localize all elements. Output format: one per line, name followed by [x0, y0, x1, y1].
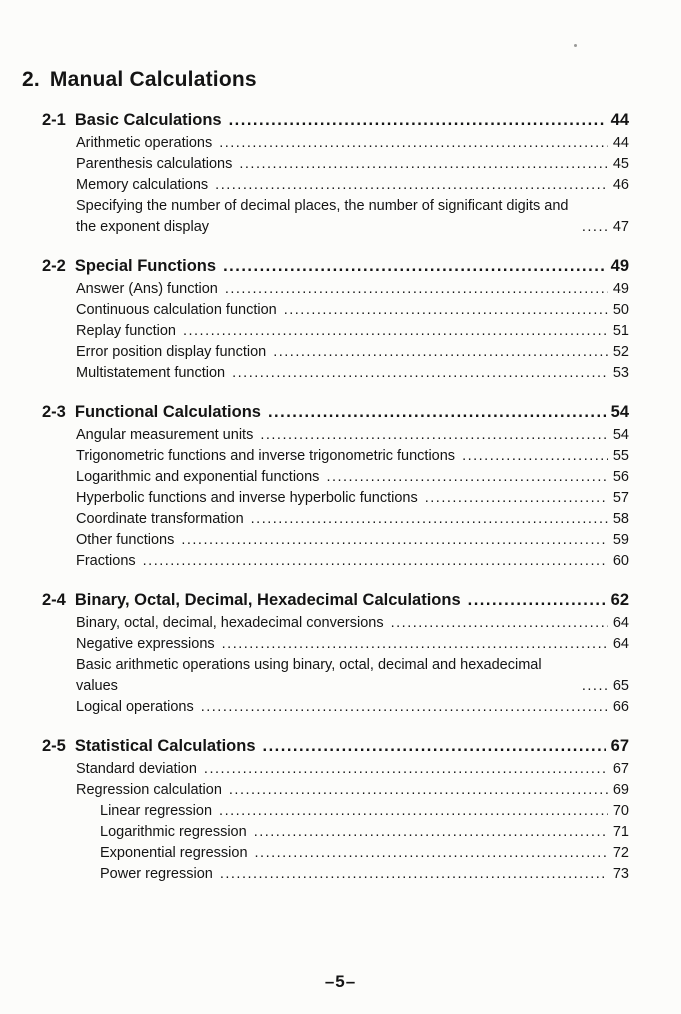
section-page-number: 54	[610, 403, 629, 421]
toc-entry-page: 46	[612, 177, 629, 193]
leader-dots	[254, 822, 608, 843]
leader-dots	[219, 801, 608, 822]
toc-entry-page: 54	[612, 427, 629, 443]
leader-dots	[215, 175, 608, 196]
leader-dots	[232, 363, 608, 384]
toc-entry-page: 50	[612, 302, 629, 318]
toc-entry-page: 52	[612, 344, 629, 360]
leader-dots	[183, 321, 608, 342]
toc-entry	[76, 321, 629, 342]
section-page-number: 67	[610, 737, 629, 755]
leader-dots	[229, 107, 606, 133]
toc-entry-page: 65	[612, 678, 629, 694]
section-number: 2-2	[42, 257, 66, 275]
toc-entry	[76, 759, 629, 780]
section-number: 2-3	[42, 403, 66, 421]
toc-entry-title: Arithmetic operations	[76, 135, 213, 151]
chapter-heading	[22, 68, 629, 92]
toc-entry	[76, 697, 629, 718]
section-title: Functional Calculations	[74, 403, 261, 421]
toc-entry	[100, 864, 629, 885]
toc-entry	[76, 634, 629, 655]
toc-entry	[76, 363, 629, 384]
toc-section-heading	[42, 399, 629, 425]
leader-dots	[326, 467, 607, 488]
section-page-number: 44	[610, 111, 629, 129]
toc-entry-title: Other functions	[76, 532, 175, 548]
toc-entry-page: 45	[612, 156, 629, 172]
toc-entry-page: 71	[612, 824, 629, 840]
toc-entry-title: Basic arithmetic operations using binary, octal, decimal and hexadecimal values	[76, 657, 542, 694]
toc-entry	[76, 467, 629, 488]
toc-entry-title: Replay function	[76, 323, 176, 339]
chapter-title: Manual Calculations	[49, 68, 257, 91]
toc-entry-page: 66	[612, 699, 629, 715]
toc-entry-title: Power regression	[100, 866, 213, 882]
leader-dots	[425, 488, 608, 509]
toc-entry	[76, 655, 629, 697]
toc-entry-page: 72	[612, 845, 629, 861]
toc-entry	[100, 843, 629, 864]
toc-entry-page: 58	[612, 511, 629, 527]
leader-dots	[462, 446, 608, 467]
toc-entry-title: Specifying the number of decimal places, the number of significant digits and the exponent display	[76, 198, 569, 235]
toc-entry-page: 64	[612, 615, 629, 631]
toc-entry	[100, 822, 629, 843]
page-number-footer	[0, 972, 681, 992]
toc-entry-title: Angular measurement units	[76, 427, 254, 443]
toc-entry-page: 51	[612, 323, 629, 339]
toc-section-heading	[42, 587, 629, 613]
toc-entry-page: 70	[612, 803, 629, 819]
toc-entry	[76, 613, 629, 634]
section-page-number: 49	[610, 257, 629, 275]
leader-dots	[204, 759, 608, 780]
toc-entry-title: Multistatement function	[76, 365, 226, 381]
leader-dots	[582, 676, 608, 697]
section-title: Basic Calculations	[74, 111, 222, 129]
toc-entry-title: Negative expressions	[76, 636, 215, 652]
toc-entry	[76, 279, 629, 300]
leader-dots	[468, 587, 606, 613]
toc-entry	[100, 801, 629, 822]
leader-dots	[143, 551, 608, 572]
toc-entry	[76, 154, 629, 175]
toc-entry-title: Linear regression	[100, 803, 213, 819]
page-number: –5–	[324, 972, 357, 991]
leader-dots	[181, 530, 608, 551]
leader-dots	[284, 300, 608, 321]
toc-entry-title: Error position display function	[76, 344, 267, 360]
leader-dots	[220, 864, 608, 885]
toc-entry-title: Logarithmic and exponential functions	[76, 469, 320, 485]
leader-dots	[223, 253, 606, 279]
toc-entry-page: 56	[612, 469, 629, 485]
section-number: 2-5	[42, 737, 66, 755]
leader-dots	[391, 613, 608, 634]
toc-entry	[76, 446, 629, 467]
leader-dots	[255, 843, 608, 864]
toc-entry-page: 64	[612, 636, 629, 652]
toc-entry-page: 69	[612, 782, 629, 798]
toc-entry-title: Coordinate transformation	[76, 511, 244, 527]
toc-entry-title: Binary, octal, decimal, hexadecimal conversions	[76, 615, 384, 631]
section-page-number: 62	[610, 591, 629, 609]
toc-entry	[76, 300, 629, 321]
toc-entry-page: 59	[612, 532, 629, 548]
leader-dots	[260, 425, 608, 446]
chapter-number: 2.	[22, 68, 40, 91]
toc-entry	[76, 551, 629, 572]
leader-dots	[225, 279, 608, 300]
toc-entry	[76, 342, 629, 363]
toc-entry	[76, 530, 629, 551]
section-number: 2-1	[42, 111, 66, 129]
scan-speckle	[574, 44, 577, 47]
toc-entry-title: Logarithmic regression	[100, 824, 247, 840]
toc-entry-title: Standard deviation	[76, 761, 197, 777]
toc-section-heading	[42, 253, 629, 279]
toc-entry-title: Answer (Ans) function	[76, 281, 218, 297]
leader-dots	[229, 780, 608, 801]
leader-dots	[251, 509, 608, 530]
toc-entry-page: 73	[612, 866, 629, 882]
toc-entry-title: Continuous calculation function	[76, 302, 277, 318]
toc-entry-title: Regression calculation	[76, 782, 222, 798]
section-title: Statistical Calculations	[74, 737, 256, 755]
toc-entry	[76, 780, 629, 801]
section-number: 2-4	[42, 591, 66, 609]
toc-entry-title: Parenthesis calculations	[76, 156, 233, 172]
leader-dots	[222, 634, 608, 655]
toc-entry-title: Exponential regression	[100, 845, 248, 861]
section-title: Binary, Octal, Decimal, Hexadecimal Calculations	[74, 591, 461, 609]
leader-dots	[268, 399, 606, 425]
toc-entry-page: 53	[612, 365, 629, 381]
toc-entry	[76, 488, 629, 509]
toc-entry-title: Fractions	[76, 553, 136, 569]
leader-dots	[219, 133, 608, 154]
toc-entry-title: Logical operations	[76, 699, 194, 715]
toc-entry	[76, 425, 629, 446]
toc-entry-page: 60	[612, 553, 629, 569]
section-title: Special Functions	[74, 257, 217, 275]
toc-section-heading	[42, 107, 629, 133]
toc-entry	[76, 133, 629, 154]
toc-entry-page: 44	[612, 135, 629, 151]
toc-section-heading	[42, 733, 629, 759]
toc-entry	[76, 196, 629, 238]
toc-entry-page: 47	[612, 219, 629, 235]
toc-entry-title: Hyperbolic functions and inverse hyperbolic functions	[76, 490, 418, 506]
leader-dots	[239, 154, 607, 175]
toc-entry-page: 55	[612, 448, 629, 464]
toc-entry	[76, 175, 629, 196]
leader-dots	[273, 342, 608, 363]
leader-dots	[201, 697, 608, 718]
leader-dots	[582, 217, 608, 238]
toc-entry-page: 57	[612, 490, 629, 506]
toc-entry-title: Memory calculations	[76, 177, 209, 193]
toc-entry	[76, 509, 629, 530]
toc-entry-page: 67	[612, 761, 629, 777]
toc-entry-page: 49	[612, 281, 629, 297]
leader-dots	[263, 733, 606, 759]
toc-entry-title: Trigonometric functions and inverse trigonometric functions	[76, 448, 456, 464]
